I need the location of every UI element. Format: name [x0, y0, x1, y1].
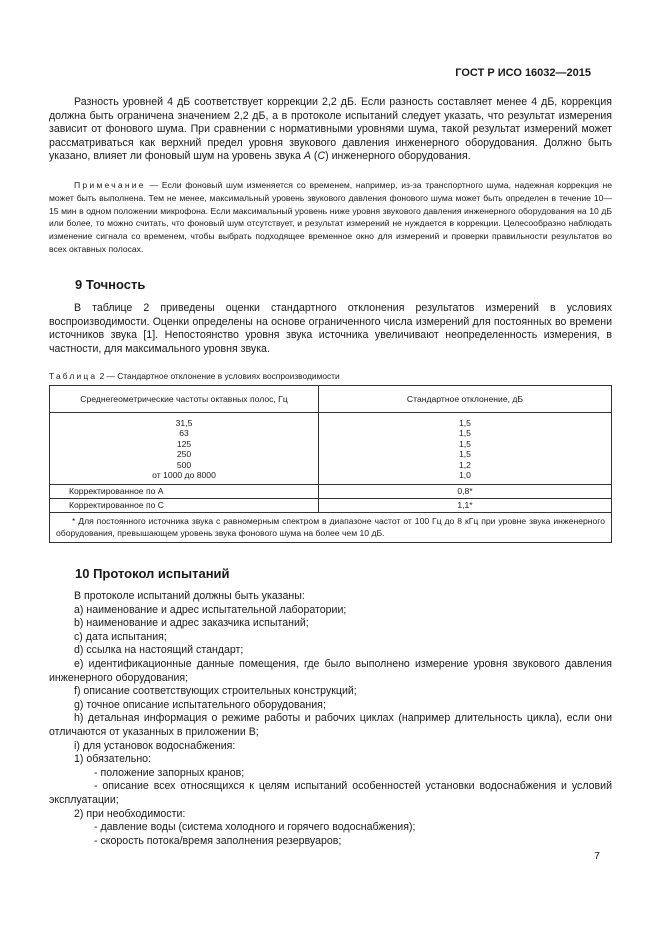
col2-header: Стандартное отклонение, дБ: [319, 386, 612, 413]
col1-header: Среднегеометрические частоты октавных полос, Гц: [50, 386, 319, 413]
list-item: h) детальная информация о режиме работы и рабочих циклах (например длительность цикла), если они отличаются от указанных в приложении В;: [49, 712, 612, 738]
sd-value: 1,2: [459, 459, 471, 470]
table-header-row: [50, 386, 612, 413]
sub-list-item: - описание всех относящихся к целям испытаний особенностей установки водоснабжения и условий эксплуатации;: [49, 780, 612, 806]
list-item: e) идентификационные данные помещения, где было выполнено измерение уровня звукового давления инженерного оборудования;: [49, 657, 612, 684]
sd-value: 1,5: [459, 418, 471, 428]
section-9-paragraph: В таблице 2 приведены оценки стандартного отклонения результатов измерений в условиях воспроизводимости. Оценки определены на основе ограниченного числа измерений для постоянных во времени источников звука [1]. Непостоянство уровня звука источника увеличивают неопределенность измерения, в частности, для максимального уровня звука.: [49, 302, 612, 355]
frequency-cell: [50, 413, 319, 485]
note-paragraph: Примечание — Если фоновый шум изменяется со временем, например, из-за транспортного шума, надежная коррекция не может быть выполнена. Тем не менее, максимальный уровень звукового давления фонового шума может быть определен в течение 10—15 мин в одном положении микрофона. Если максимальный уровень ниже уровня звукового давления инженерного оборудования на 10 дБ или более, то можно считать, что фоновый шум отсутствует, и результат измерений не нуждается в коррекции. Целесообразно наблюдать изменение сигнала со временем, чтобы выбрать подходящее временное окно для измерений и проверки правильности результатов во всех октавных полосах.: [49, 180, 612, 254]
sd-value: 1,5: [459, 428, 471, 439]
table-footnote-row: [50, 513, 612, 543]
note-block: [49, 179, 612, 256]
freq-value: 125: [176, 438, 192, 449]
list-item: g) точное описание испытательного оборудования;: [74, 698, 326, 711]
corrected-a-value: 0,8*: [319, 485, 612, 499]
sd-value: 1,5: [459, 449, 471, 460]
section-10-intro: В протоколе испытаний должны быть указаны:: [74, 590, 305, 602]
section-9-title: 9 Точность: [75, 277, 146, 292]
sub-list-item: - скорость потока/время заполнения резервуаров;: [94, 834, 342, 847]
corrected-a-label: Корректированное по А: [50, 485, 319, 499]
table-frequency-row: [50, 413, 612, 485]
freq-value: 31,5: [175, 418, 193, 428]
list-item: i) для установок водоснабжения:: [74, 739, 236, 752]
std-deviation-table: [49, 385, 612, 543]
list-item: f) описание соответствующих строительных конструкций;: [74, 685, 357, 698]
sd-cell: [319, 413, 612, 485]
freq-value: 500: [176, 459, 192, 470]
freq-value: 63: [179, 428, 189, 439]
page-number: 7: [594, 850, 600, 862]
corrected-c-label: Корректированное по С: [50, 499, 319, 513]
section-9-body: [49, 302, 612, 356]
sd-value: 1,0: [459, 470, 471, 481]
sub-list-item: - положение запорных кранов;: [94, 766, 245, 779]
list-item: d) ссылка на настоящий стандарт;: [74, 644, 244, 657]
list-item: c) дата испытания;: [74, 630, 167, 643]
table-caption: Таблица 2 — Стандартное отклонение в условиях воспроизводимости: [49, 371, 340, 381]
sub-list-label: 1) обязательно:: [74, 753, 152, 766]
list-item: a) наименование и адрес испытательной лаборатории;: [74, 603, 347, 616]
sub-list-item: - давление воды (система холодного и горячего водоснабжения);: [94, 821, 416, 834]
sd-value: 1,5: [459, 438, 471, 449]
corrected-c-value: 1,1*: [319, 499, 612, 513]
list-item: b) наименование и адрес заказчика испытаний;: [74, 617, 309, 630]
table-row-corrected-a: [50, 485, 612, 499]
intro-paragraph-block: [49, 96, 612, 164]
freq-value: 250: [176, 449, 192, 460]
table-row-corrected-c: [50, 499, 612, 513]
sub-list-label: 2) при необходимости:: [74, 807, 186, 820]
freq-value: от 1000 до 8000: [152, 470, 216, 481]
section-10-title: 10 Протокол испытаний: [75, 566, 230, 581]
section-10-list: [49, 590, 612, 848]
table-footnote: * Для постоянного источника звука с равномерным спектром в диапазоне частот от 100 Гц до 8 кГц при уровне звука инженерного оборудования, превышающем уровень звука фонового шума на более чем 10 дБ.: [50, 513, 612, 543]
intro-paragraph: Разность уровней 4 дБ соответствует коррекции 2,2 дБ. Если разность составляет менее 4 дБ, коррекция должна быть ограничена значением 2,2 дБ, а в протоколе испытаний следует указать, что результат измерения зависит от фонового шума. При сравнении с нормативными уровнями шума, такой результат измерений может рассматриваться как верхний предел уровня звукового давления инженерного оборудования. Должно быть указано, влияет ли фоновый шум на уровень звука А (С) инженерного оборудования.: [49, 96, 612, 163]
document-header: ГОСТ Р ИСО 16032—2015: [455, 67, 591, 79]
